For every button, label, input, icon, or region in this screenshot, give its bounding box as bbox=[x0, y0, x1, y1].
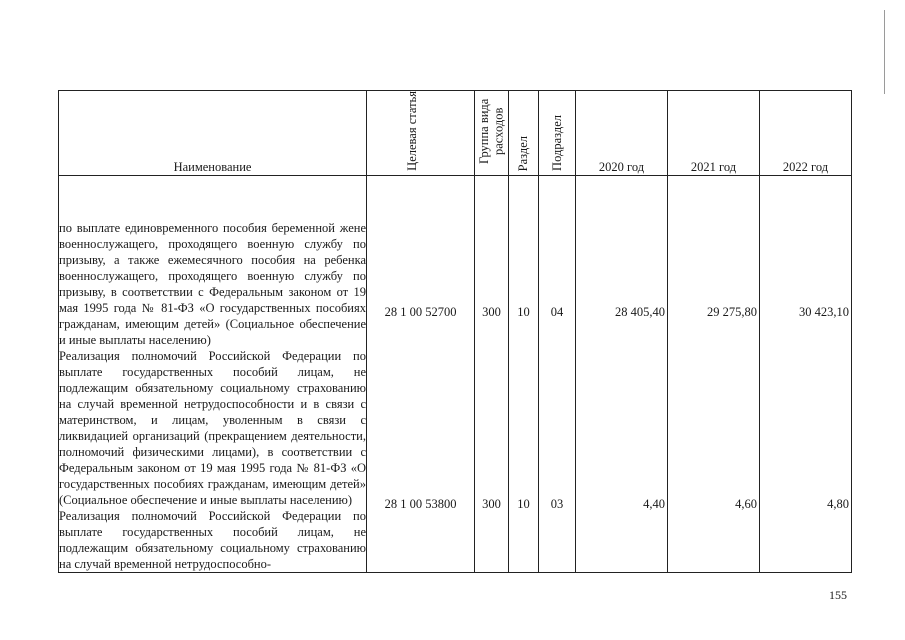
row-2-target: 28 1 00 53800 bbox=[384, 497, 457, 511]
row-2-amount-2021: 4,60 bbox=[735, 497, 757, 511]
row-1-amount-2022: 30 423,10 bbox=[799, 305, 849, 319]
header-subsection bbox=[539, 91, 576, 176]
row-3-description: Реализация полномочий Российской Федерации по выплате государственных пособий лицам, не подлежащим обязательному социальному страхованию на случай временной нетрудоспособно- bbox=[59, 509, 366, 571]
header-section bbox=[509, 91, 539, 176]
header-section-label: Раздел bbox=[516, 135, 531, 171]
table-body-row bbox=[59, 176, 852, 573]
section-cell bbox=[509, 176, 539, 573]
row-2-description: Реализация полномочий Российской Федерации по выплате государственных пособий лицам, не подлежащим обязательному социальному страхованию на случай временной нетрудоспособности и в связи с материнством, и лицам, уволенным в связи с ликвидацией организаций (прекращением деятельности, полномочий физическими лицами), в соответствии с Федеральным законом от 19 мая 1995 года № 81-ФЗ «О государственных пособиях гражданам, имеющим детей» (Социальное обеспечение и иные выплаты населению) bbox=[59, 349, 366, 507]
target-article-cell bbox=[367, 176, 475, 573]
row-1-target: 28 1 00 52700 bbox=[384, 305, 457, 319]
row-2-amount-2020: 4,40 bbox=[643, 497, 665, 511]
subsection-cell bbox=[539, 176, 576, 573]
row-1-section: 10 bbox=[517, 305, 530, 319]
header-expense-group-label: Группа вида расходов bbox=[476, 98, 505, 164]
header-year-2022: 2022 год bbox=[760, 91, 852, 176]
header-name: Наименование bbox=[59, 91, 367, 176]
row-1-group: 300 bbox=[482, 305, 501, 319]
row-1-amount-2020: 28 405,40 bbox=[615, 305, 665, 319]
amount-2021-cell bbox=[668, 176, 760, 573]
row-2-group: 300 bbox=[482, 497, 501, 511]
expense-group-cell bbox=[475, 176, 509, 573]
row-1-description: по выплате единовременного пособия беременной жене военнослужащего, проходящего военную службу по призыву, а также ежемесячного пособия на ребенка военнослужащего, проходящего военную службу по призыву, в соответствии с Федеральным законом от 19 мая 1995 года № 81-ФЗ «О государственных пособиях гражданам, имеющим детей» (Социальное обеспечение и иные выплаты населению) bbox=[59, 221, 366, 347]
header-subsection-label: Подраздел bbox=[549, 115, 564, 171]
header-target-article bbox=[367, 91, 475, 176]
row-1-amount-2021: 29 275,80 bbox=[707, 305, 757, 319]
amount-2022-cell bbox=[760, 176, 852, 573]
row-1-subsection: 04 bbox=[550, 305, 564, 319]
header-target-article-label: Целевая статья bbox=[404, 91, 419, 171]
amount-2020-cell bbox=[576, 176, 668, 573]
row-2-section: 10 bbox=[517, 497, 530, 511]
right-margin-rule bbox=[884, 10, 885, 94]
table-header-row bbox=[59, 91, 852, 176]
row-2-subsection: 03 bbox=[550, 497, 564, 511]
row-2-amount-2022: 4,80 bbox=[827, 497, 849, 511]
budget-table bbox=[58, 90, 852, 573]
description-cell bbox=[59, 176, 367, 573]
header-expense-group bbox=[475, 91, 509, 176]
header-year-2021: 2021 год bbox=[668, 91, 760, 176]
page-number: 155 bbox=[829, 588, 847, 602]
header-year-2020: 2020 год bbox=[576, 91, 668, 176]
